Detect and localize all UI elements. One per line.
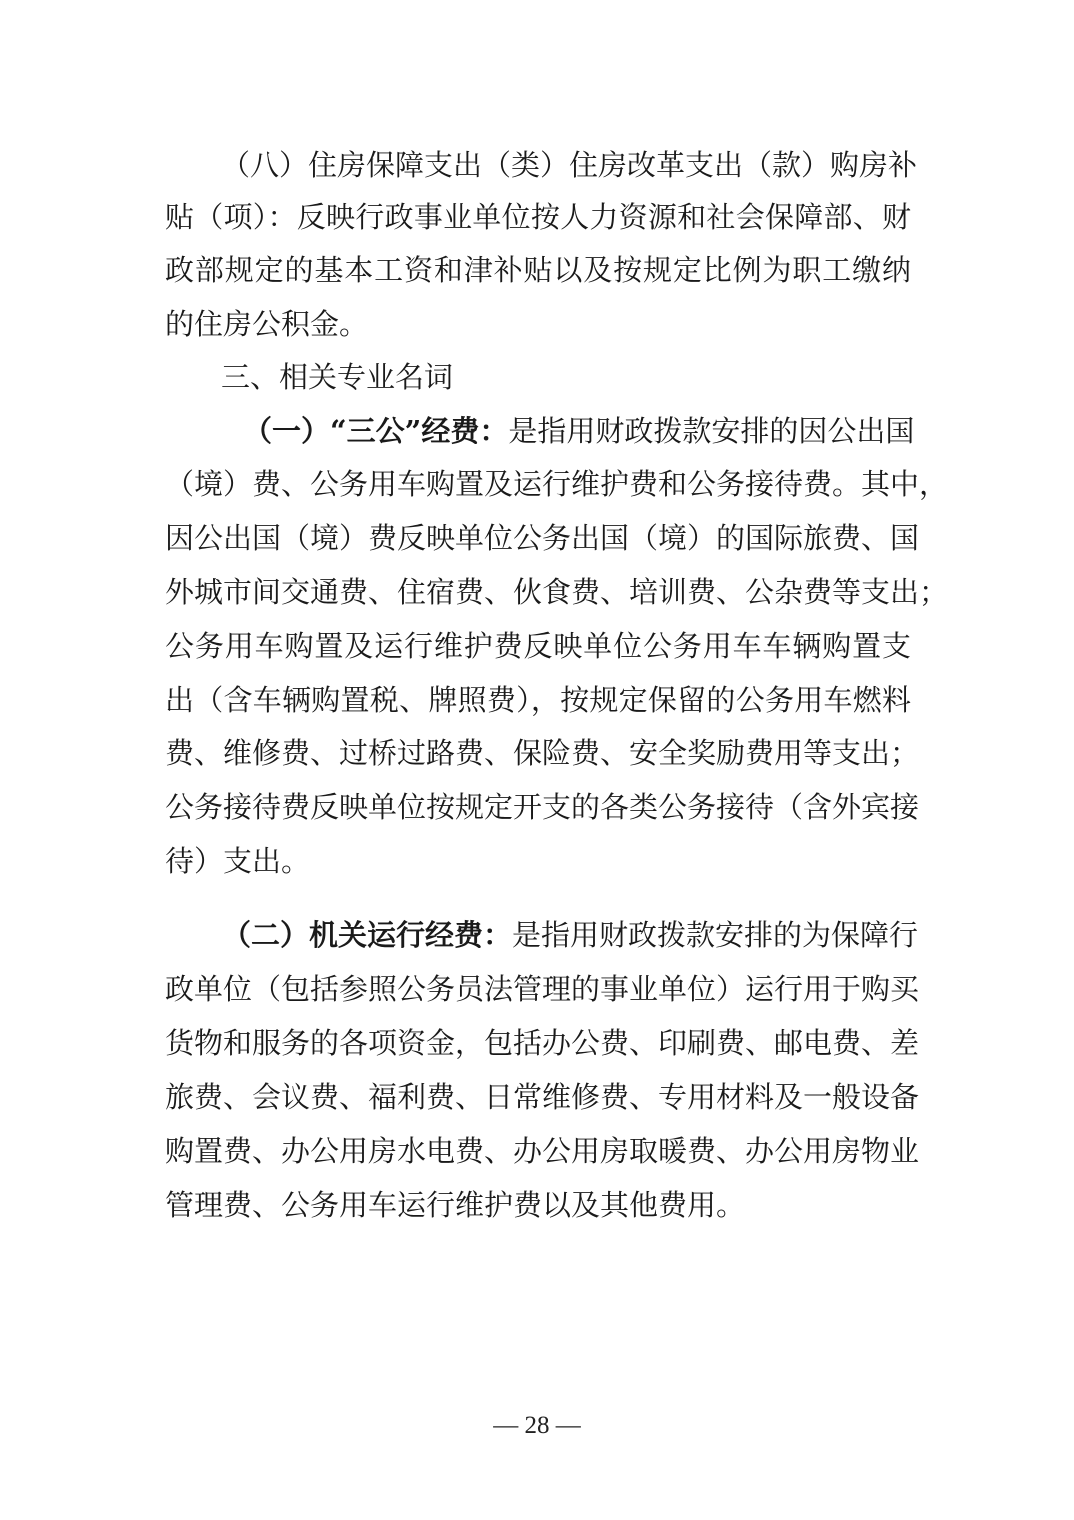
paragraph-line: 的住房公积金。 xyxy=(165,307,369,341)
paragraph-line: 因公出国（境）费反映单位公务出国（境）的国际旅费、国 xyxy=(165,521,920,555)
paragraph-line: （境）费、公务用车购置及运行维护费和公务接待费。其中， xyxy=(165,467,949,501)
paragraph-line: 贴（项）：反映行政事业单位按人力资源和社会保障部、财 xyxy=(165,200,911,234)
paragraph-line: 出（含车辆购置税、牌照费），按规定保留的公务用车燃料 xyxy=(165,683,911,717)
term-definition-start: 是指用财政拨款安排的为保障行 xyxy=(512,918,919,952)
paragraph-line: 货物和服务的各项资金，包括办公费、印刷费、邮电费、差 xyxy=(165,1026,920,1060)
paragraph-line: 政部规定的基本工资和津补贴以及按规定比例为职工缴纳 xyxy=(165,253,911,287)
paragraph-line: 政单位（包括参照公务员法管理的事业单位）运行用于购买 xyxy=(165,972,920,1006)
paragraph-line: 待）支出。 xyxy=(165,844,311,878)
paragraph-line: 购置费、办公用房水电费、办公用房取暖费、办公用房物业 xyxy=(165,1134,920,1168)
paragraph-line: （八）住房保障支出（类）住房改革支出（款）购房补 xyxy=(221,148,918,182)
paragraph-lead-line xyxy=(243,411,915,451)
term-heading: （一）“三公”经费： xyxy=(243,414,509,448)
paragraph-line: 公务用车购置及运行维护费反映单位公务用车车辆购置支 xyxy=(165,629,911,663)
paragraph-line: 旅费、会议费、福利费、日常维修费、专用材料及一般设备 xyxy=(165,1080,920,1114)
term-definition-start: 是指用财政拨款安排的因公出国 xyxy=(508,414,915,448)
paragraph-lead-line xyxy=(222,915,919,955)
paragraph-line: 公务接待费反映单位按规定开支的各类公务接待（含外宾接 xyxy=(165,790,920,824)
paragraph-line: 外城市间交通费、住宿费、伙食费、培训费、公杂费等支出； xyxy=(165,575,949,609)
term-heading: （二）机关运行经费： xyxy=(222,918,513,952)
page-number: — 28 — xyxy=(493,1412,581,1439)
paragraph-line: 管理费、公务用车运行维护费以及其他费用。 xyxy=(165,1188,746,1222)
section-heading: 三、相关专业名词 xyxy=(221,360,454,394)
paragraph-line: 费、维修费、过桥过路费、保险费、安全奖励费用等支出； xyxy=(165,736,920,770)
